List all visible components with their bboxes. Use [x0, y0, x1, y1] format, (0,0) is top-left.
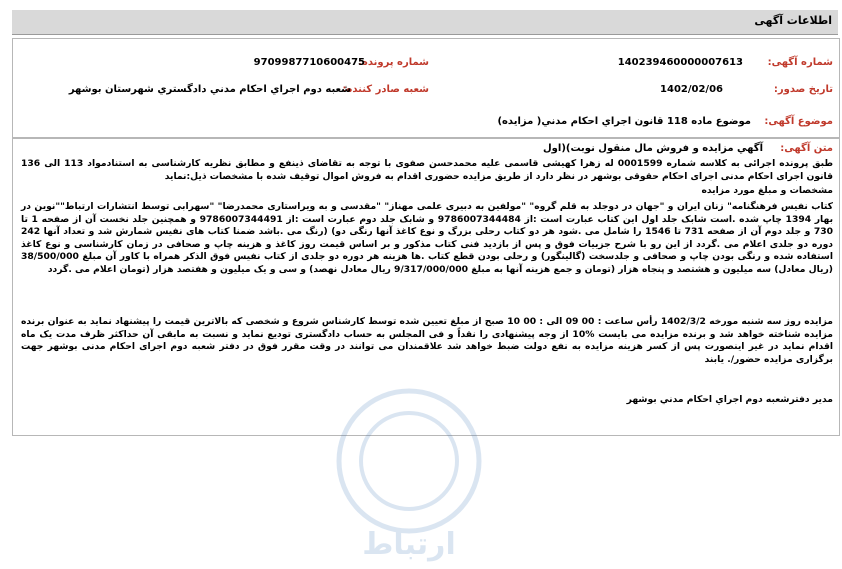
ad-number: 140239460000007613 [617, 57, 743, 68]
ad-body-box [12, 138, 840, 562]
file-number: 9709987710600475 [253, 57, 365, 68]
auction-items-paragraph: کتاب نفیس فرهنگنامه" زنان ایران و "جهان در دوجلد به قلم گروه" "مولفین به دبیری علمی مهناز" "مقدسی و به ویراستاری محمدرضا" "سهرابی توسط انتشارات ارتباط""نوین در بهار 1394 چاپ شده .است شابک جلد اول این کتاب عبارت است :از 9786007344484 و شابک جلد دوم عبارت است :از 9786007344491 و همچنین جلد نخست آن از صفحه 1 تا 730 و جلد دوم آن از صفحه 731 تا 1546 را شامل می .شود هر دو کتاب رحلی بزرگ و نوع کاغذ آنها رنگی دو) (رنگ می .باشد ضمنا کتاب های نفیس شمارش شد و تعداد آنها 242 دوره دو جلدی اعلام می .گردد از این رو با شرح جزییات فوق و پس از بازدید فنی کتاب مذکور و بر اساس قیمت روز کاغذ و هزینه چاپ و صحافی در زمان کارشناسی و نوع کاغذ استفاده شده و رنگی بودن چاپ و صحافی و جلدسخت (گالینگور) و رحلی بودن قطع کتاب .ها هزینه هر دوره دو جلدی از کتاب نفیس فوق الذکر همراه با کاور آن مبلغ 38/500/000 (ریال معادل) سه میلیون و هشتصد و پنجاه هزار (تومان و جمع هزینه آنها به مبلغ 9/317/000/000 ریال معادل نهصد) و سی و یک میلیون و هفتصد هزار (تومان اعلام می .گردد [21, 201, 834, 275]
body-label: متن آگهی: [780, 143, 833, 154]
ad-number-label: شماره آگهی: [767, 57, 833, 68]
header-title: اطلاعات آگهی [754, 14, 832, 27]
issue-date: 1402/02/06 [660, 84, 723, 95]
ad-details-box [12, 38, 840, 138]
watermark-text: ارتباط [362, 527, 456, 562]
subject-label: موضوع آگهی: [764, 116, 833, 127]
issuing-branch: شعبه دوم اجراي احكام مدني دادگستري شهرستان بوشهر [68, 84, 351, 95]
issuing-branch-label: شعبه صادر کننده: [342, 84, 429, 95]
header-bar [12, 10, 838, 35]
signature-line: مدير دفترشعبه دوم اجراي احكام مدني بوشهر [626, 394, 833, 405]
auction-items-heading: مشخصات و مبلغ مورد مزایده [701, 185, 833, 196]
subject-value: موضوع ماده 118 قانون اجراي احكام مدني( مزايده) [497, 116, 751, 127]
issue-date-label: تاریخ صدور: [773, 84, 833, 95]
body-title: آگهي مزايده و فروش مال منقول نوبت)(اول [543, 143, 763, 154]
file-number-label: شماره پرونده: [357, 57, 429, 68]
auction-intro-paragraph: طبق پرونده اجرائی به کلاسه شماره 0001599 له زهرا کهیشی قاسمی علیه محمدحسن صفوی با توجه به تقاضای ذینفع و مطابق نظریه کارشناسی به استنادمواد 113 الی 136 قانون اجرای احکام مدنی اجرای احکام حقوقی بوشهر در نظر دارد از طریق مزایده حضوری اقدام به فروش اموال توقیف شده با مشخصات ذیل:نماید [21, 158, 833, 182]
auction-terms-paragraph: مزایده روز سه شنبه مورخه 1402/3/2 رأس ساعت : 00 09 الی : 00 10 صبح از مبلغ تعیین شده توسط کارشناس شروع و شخصی که بالاترین قیمت را پیشنهاد نماید به عنوان برنده مزایده شناخته خواهد شد و برنده مزایده می بایست %10 از وجه پیشنهادی را نقداً و فی المجلس به حساب دادگستری تودیع نماید و نسبت به مابقی آن حداکثر ظرف مدت یک ماه اقدام نماید در غیر اینصورت پس از کسر هزینه مزایده به نفع دولت ضبط خواهد شد علاقمندان می توانند در وقت مقرر فوق در دفتر شعبه دوم اجرای احکام مدنی بوشهر جهت برگزاری مزایده حضور/. یابند [21, 316, 833, 365]
